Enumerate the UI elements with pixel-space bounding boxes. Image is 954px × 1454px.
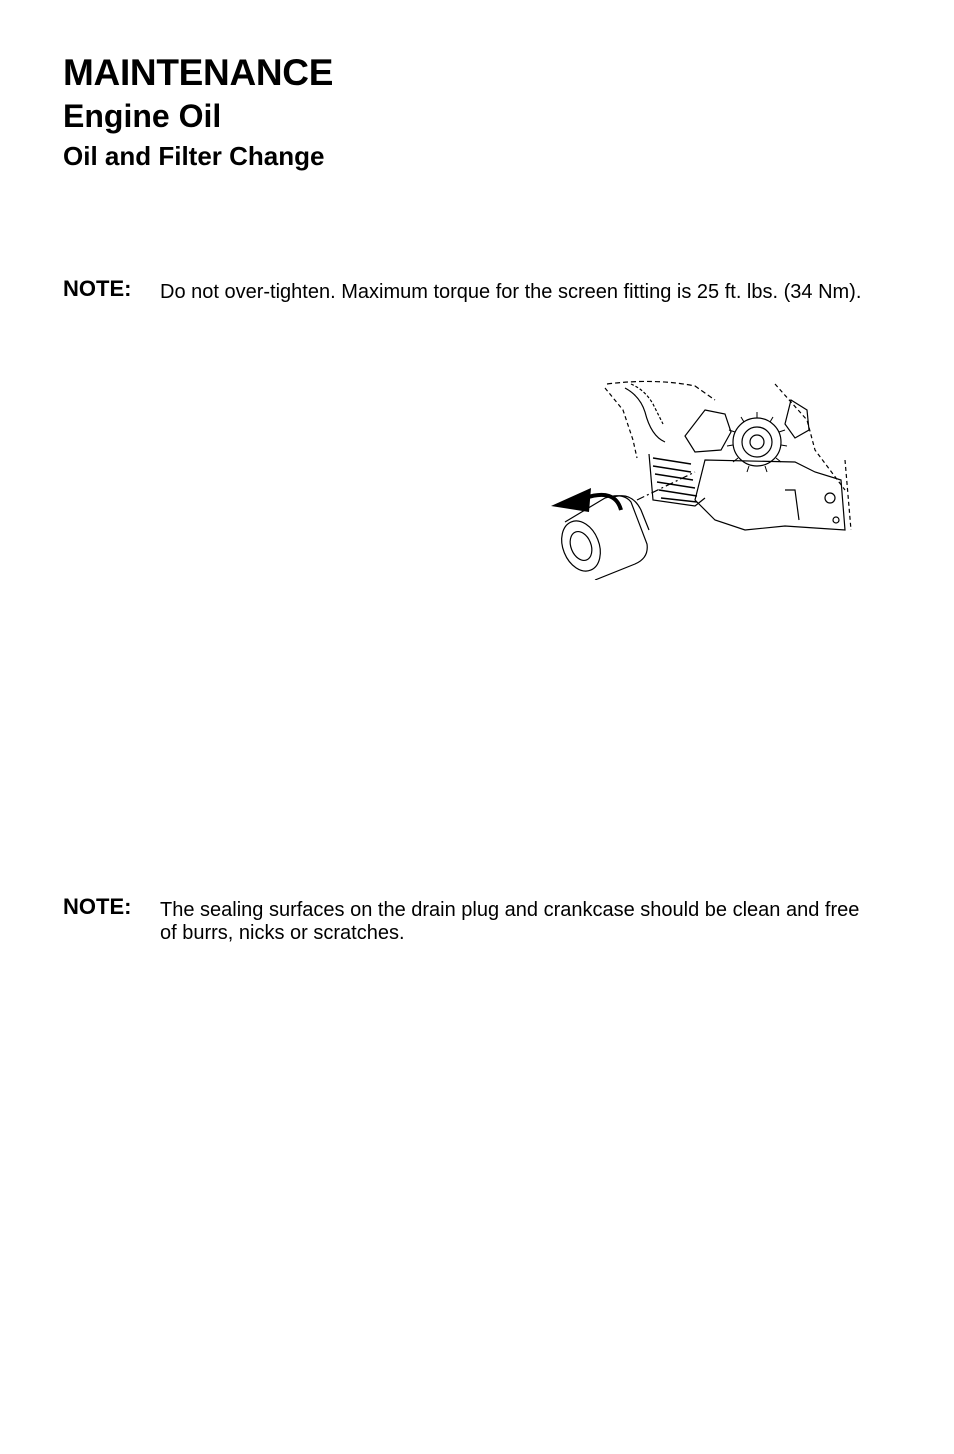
topic-title: Engine Oil (63, 98, 222, 134)
subtopic-title: Oil and Filter Change (63, 141, 325, 171)
oil-filter-removal-icon (545, 380, 855, 580)
note-label: NOTE: (63, 894, 132, 919)
note-label: NOTE: (63, 276, 132, 301)
note-text: Do not over-tighten. Maximum torque for the screen fitting is 25 ft. lbs. (34 Nm). (160, 281, 862, 303)
note-text: The sealing surfaces on the drain plug and crankcase should be clean and free of burrs, nicks or scratches. (160, 899, 860, 944)
section-title: MAINTENANCE (63, 52, 334, 93)
